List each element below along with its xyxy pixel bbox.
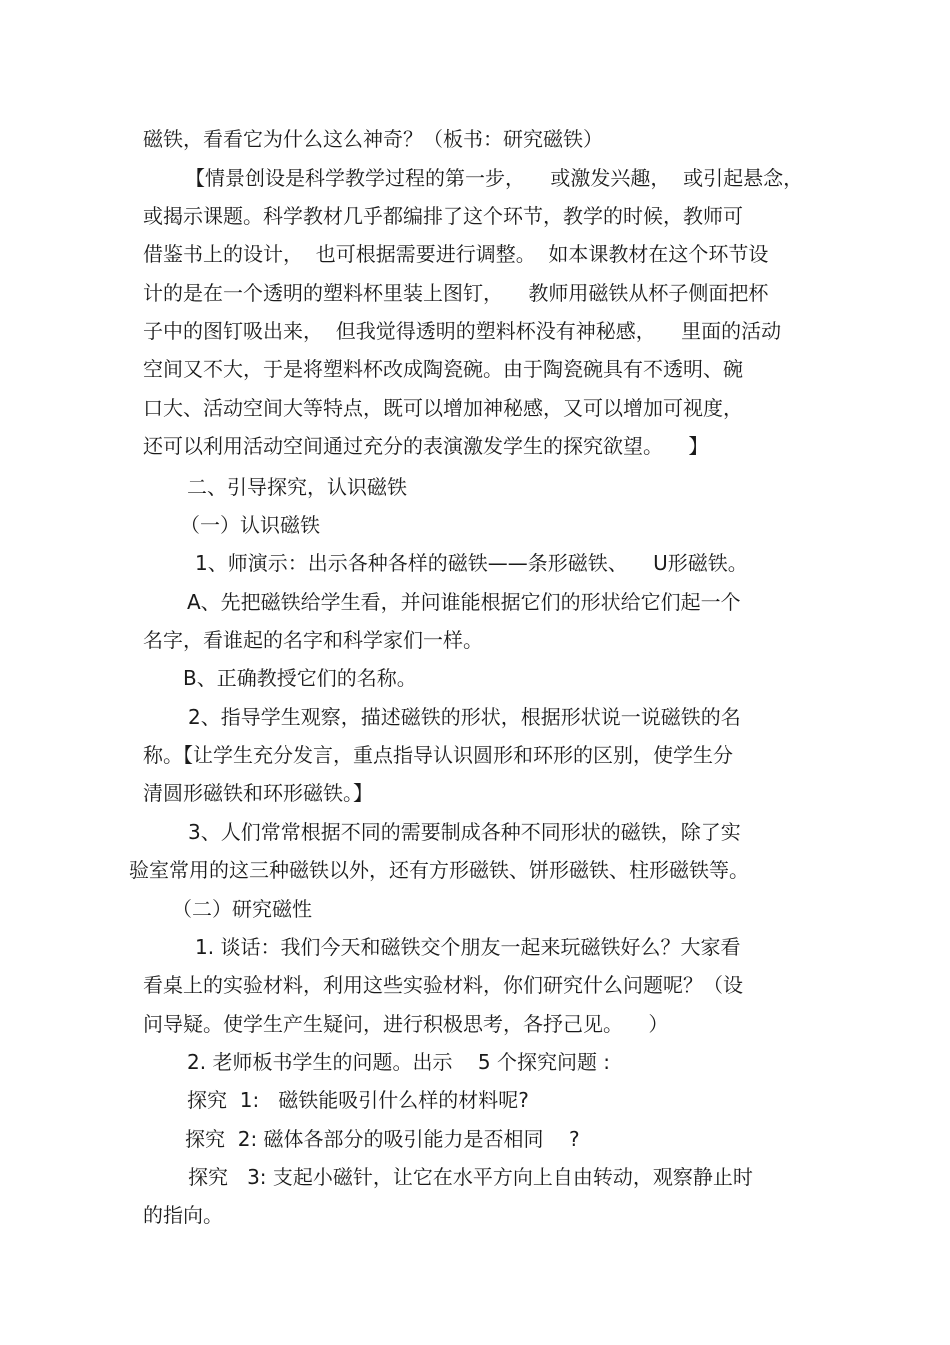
text-line: 空间又不大，于是将塑料杯改成陶瓷碗。由于陶瓷碗具有不透明、碗 [143,357,743,381]
text-line: A、先把磁铁给学生看，并问谁能根据它们的形状给它们起一个 [187,590,741,614]
text-line: 子中的图钉吸出来， 但我觉得透明的塑料杯没有神秘感， 里面的活动 [143,319,782,343]
inquiry-item: 探究 3: 支起小磁针，让它在水平方向上自由转动，观察静止时 [188,1165,753,1189]
text-line: 称。【让学生充分发言，重点指导认识圆形和环形的区别，使学生分 [143,743,733,767]
text-line: 2、指导学生观察，描述磁铁的形状，根据形状说一说磁铁的名 [188,705,741,729]
text-line: 借鉴书上的设计， 也可根据需要进行调整。 如本课教材在这个环节设 [143,242,769,266]
text-line: 看桌上的实验材料，利用这些实验材料，你们研究什么问题呢？（设 [143,973,743,997]
text-line: B、正确教授它们的名称。 [183,666,417,690]
text-line: 口大、活动空间大等特点，既可以增加神秘感，又可以增加可视度， [143,396,743,420]
text-line: 验室常用的这三种磁铁以外，还有方形磁铁、饼形磁铁、柱形磁铁等。 [129,858,749,882]
text-line: 1. 谈话：我们今天和磁铁交个朋友一起来玩磁铁好么？大家看 [195,935,741,959]
text-line: 或揭示课题。科学教材几乎都编排了这个环节，教学的时候，教师可 [143,204,743,228]
text-line: 的指向。 [143,1203,223,1227]
text-line: 1、师演示：出示各种各样的磁铁——条形磁铁、 U形磁铁。 [195,551,748,575]
text-line: 磁铁，看看它为什么这么神奇？（板书：研究磁铁） [143,127,603,151]
text-line: 3、人们常常根据不同的需要制成各种不同形状的磁铁，除了实 [188,820,741,844]
text-line: 问导疑。使学生产生疑问，进行积极思考，各抒己见。 ） [143,1012,669,1036]
text-line: 2. 老师板书学生的问题。出示 5 个探究问题 : [187,1050,611,1074]
subsection-heading: （二）研究磁性 [172,897,312,921]
text-line: 名字，看谁起的名字和科学家们一样。 [143,628,483,652]
inquiry-item: 探究 1: 磁铁能吸引什么样的材料呢? [187,1088,529,1112]
text-line: 计的是在一个透明的塑料杯里装上图钉， 教师用磁铁从杯子侧面把杯 [143,281,769,305]
text-line: 还可以利用活动空间通过充分的表演激发学生的探究欲望。 】 [143,434,709,458]
text-line: 清圆形磁铁和环形磁铁。】 [143,781,373,805]
section-heading: 二、引导探究，认识磁铁 [187,475,407,499]
subsection-heading: （一）认识磁铁 [180,513,320,537]
text-line: 【情景创设是科学教学过程的第一步， 或激发兴趣， 或引起悬念， [185,166,804,190]
inquiry-item: 探究 2: 磁体各部分的吸引能力是否相同 ? [185,1127,580,1151]
